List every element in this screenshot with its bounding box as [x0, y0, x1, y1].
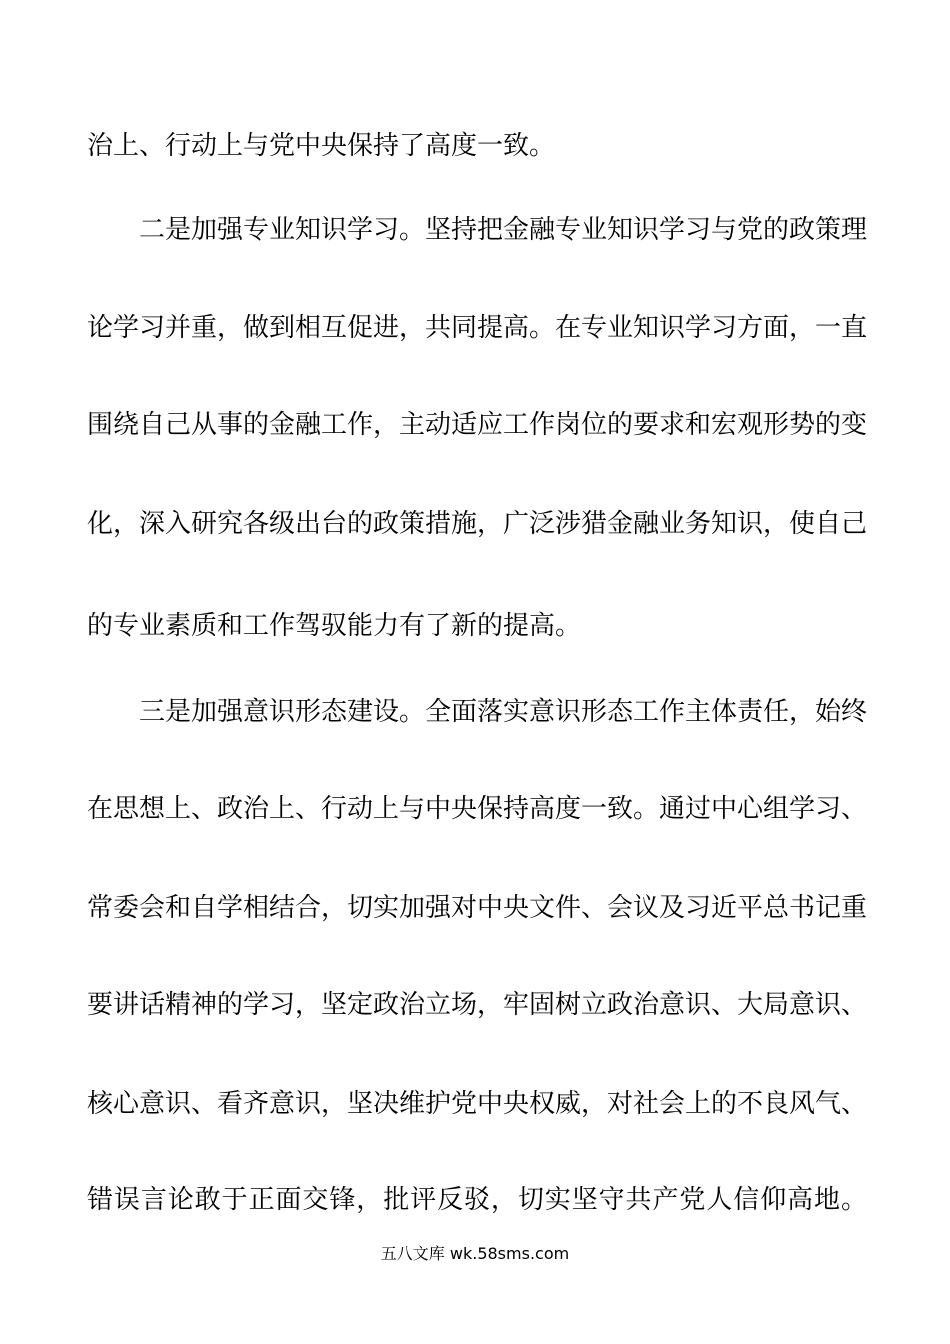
paragraph-line: 论学习并重，做到相互促进，共同提高。在专业知识学习方面，一直 [87, 313, 867, 343]
paragraph-line: 治上、行动上与党中央保持了高度一致。 [87, 131, 556, 161]
paragraph-line: 要讲话精神的学习，坚定政治立场，牢固树立政治意识、大局意识、 [87, 990, 867, 1020]
paragraph-line: 三是加强意识形态建设。全面落实意识形态工作主体责任，始终 [139, 697, 867, 727]
paragraph-line: 错误言论敢于正面交锋，批评反驳，切实坚守共产党人信仰高地。 [87, 1185, 867, 1215]
paragraph-line: 核心意识、看齐意识，坚决维护党中央权威，对社会上的不良风气、 [87, 1089, 867, 1119]
paragraph-line: 的专业素质和工作驾驭能力有了新的提高。 [87, 611, 582, 641]
paragraph-line: 围绕自己从事的金融工作，主动适应工作岗位的要求和宏观形势的变 [87, 410, 867, 440]
paragraph-line: 在思想上、政治上、行动上与中央保持高度一致。通过中心组学习、 [87, 794, 867, 824]
paragraph-line: 常委会和自学相结合，切实加强对中央文件、会议及习近平总书记重 [87, 893, 867, 923]
paragraph-line: 化，深入研究各级出台的政策措施，广泛涉猎金融业务知识，使自己 [87, 509, 867, 539]
footer-watermark: 五八文库 wk.58sms.com [380, 1244, 570, 1263]
paragraph-line: 二是加强专业知识学习。坚持把金融专业知识学习与党的政策理 [139, 215, 867, 245]
